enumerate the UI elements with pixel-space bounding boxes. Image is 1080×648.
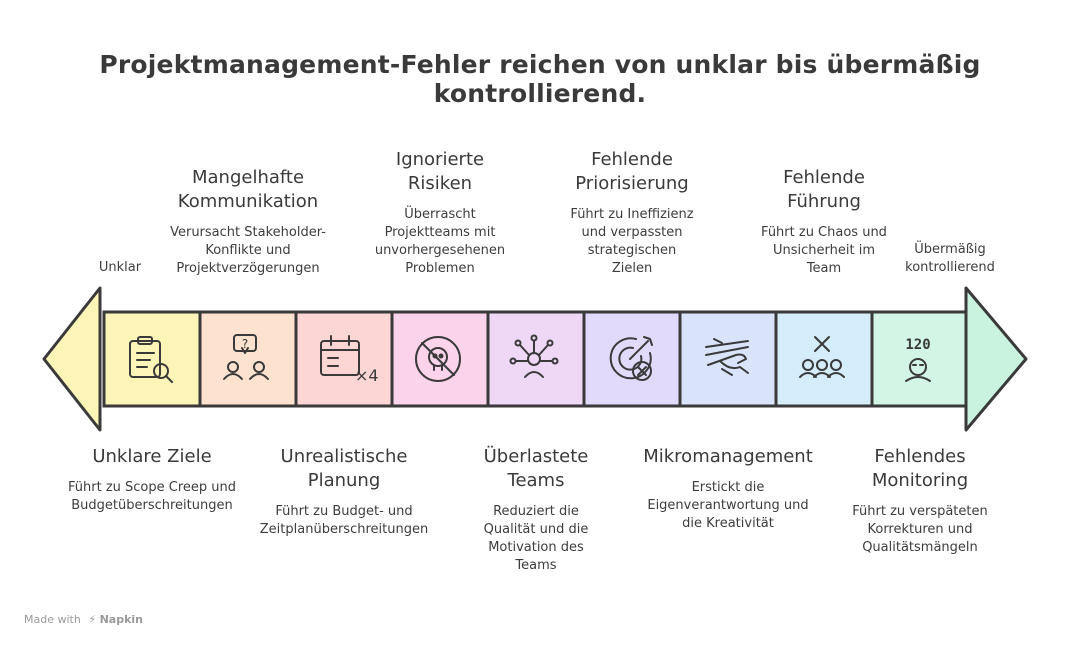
issue-1 bbox=[52, 445, 252, 515]
issue-description: Führt zu Chaos und Unsicherheit im Team bbox=[761, 225, 887, 276]
issue-description: Führt zu Scope Creep und Budgetüberschreitungen bbox=[68, 480, 236, 513]
issue-9 bbox=[820, 445, 1020, 557]
issue-heading: Ignorierte Risiken bbox=[395, 149, 485, 194]
segment-1 bbox=[104, 312, 200, 406]
segment-4 bbox=[392, 312, 488, 406]
svg-text:×4: ×4 bbox=[355, 366, 379, 385]
segment-3 bbox=[296, 312, 392, 406]
issue-6 bbox=[532, 126, 732, 278]
issue-heading: Mikromanagement bbox=[643, 446, 813, 467]
svg-text:?: ? bbox=[241, 337, 249, 351]
issue-4 bbox=[340, 126, 540, 278]
issue-description: Erstickt die Eigenverantwortung und die Kreativität bbox=[647, 480, 809, 531]
left-arrow-head bbox=[44, 288, 100, 430]
issue-heading: Überlastete Teams bbox=[483, 446, 589, 491]
footer-made-with: Made with bbox=[24, 613, 81, 626]
issue-2 bbox=[148, 126, 348, 278]
issue-8 bbox=[724, 126, 924, 278]
issue-description: Führt zu Budget- und Zeitplanüberschreitungen bbox=[259, 504, 429, 537]
footer bbox=[24, 613, 143, 626]
segment-5 bbox=[488, 312, 584, 406]
segment-8 bbox=[776, 312, 872, 406]
issue-7 bbox=[628, 445, 828, 533]
segment-2 bbox=[200, 312, 296, 406]
segment-6 bbox=[584, 312, 680, 406]
left-end-label: Unklar bbox=[98, 260, 142, 275]
issue-3 bbox=[244, 445, 444, 539]
issue-heading: Unrealistische Planung bbox=[280, 446, 408, 491]
issue-heading: Fehlende Führung bbox=[783, 167, 865, 212]
issue-heading: Unklare Ziele bbox=[92, 446, 212, 467]
right-end-label: Übermäßig kontrollierend bbox=[905, 242, 995, 275]
issue-description: Führt zu verspäteten Korrekturen und Qualitätsmängeln bbox=[852, 504, 988, 555]
issue-description: Reduziert die Qualität und die Motivation des Teams bbox=[483, 504, 589, 573]
napkin-logo-icon: ⚡ bbox=[88, 613, 97, 626]
issue-heading: Fehlende Priorisierung bbox=[575, 149, 689, 194]
issue-description: Führt zu Ineffizienz und verpassten strategischen Zielen bbox=[570, 207, 694, 276]
footer-brand[interactable]: Napkin bbox=[99, 613, 143, 626]
issue-5 bbox=[436, 445, 636, 575]
issue-description: Verursacht Stakeholder-Konflikte und Projektverzögerungen bbox=[170, 225, 326, 276]
monitoring-icon-number: 120 bbox=[905, 337, 931, 353]
issue-heading: Fehlendes Monitoring bbox=[871, 446, 969, 491]
issue-heading: Mangelhafte Kommunikation bbox=[177, 167, 319, 212]
right-arrow-head bbox=[966, 288, 1026, 430]
page-title: Projektmanagement-Fehler reichen von unklar bis übermäßig kontrollierend. bbox=[99, 50, 981, 108]
issue-description: Überrascht Projektteams mit unvorhergesehenen Problemen bbox=[374, 207, 506, 276]
segment-7 bbox=[680, 312, 776, 406]
